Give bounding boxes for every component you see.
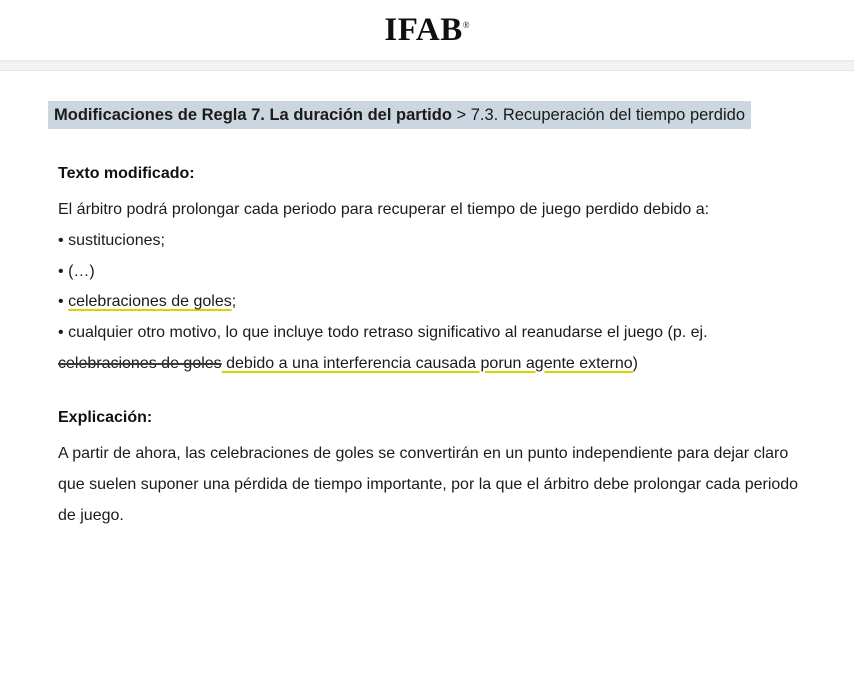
breadcrumb: [48, 101, 751, 129]
list-item: [58, 226, 806, 257]
header-divider: [0, 61, 854, 71]
modified-text-heading: Texto modificado:: [58, 165, 195, 183]
bullet-marker: •: [58, 293, 64, 311]
registered-trademark-icon: ®: [462, 19, 470, 30]
site-header: [0, 0, 854, 61]
list-item: [58, 318, 806, 379]
list-item: [58, 287, 806, 318]
bullet-text: ;: [231, 293, 237, 311]
document-content: [0, 71, 854, 532]
modified-text-bullets: [58, 226, 806, 380]
breadcrumb-separator: >: [451, 106, 471, 124]
modified-text-intro: El árbitro podrá prolongar cada periodo para recuperar el tiempo de juego perdido debido a:: [58, 201, 710, 219]
breadcrumb-rule-title: Modificaciones de Regla 7. La duración del partido: [54, 106, 452, 124]
list-item: [58, 257, 806, 288]
bullet-marker: •: [58, 262, 64, 280]
bullet-text: (…): [68, 262, 95, 280]
bullet-marker: •: [58, 231, 64, 249]
bullet-inserted-text: celebraciones de goles: [68, 293, 232, 311]
explanation-text: A partir de ahora, las celebraciones de goles se convertirán en un punto independiente para dejar claro que suelen suponer una pérdida de tiempo importante, por la que el árbitro debe prolongar cada periodo de juego.: [58, 445, 799, 524]
bullet-text-part2: ): [632, 354, 638, 372]
bullet-text-part1: cualquier otro motivo, lo que incluye todo retraso significativo al reanudarse el juego (p. ej.: [68, 324, 708, 342]
bullet-inserted-text: debido a una interferencia causada porun agente externo: [221, 354, 633, 372]
bullet-text: sustituciones;: [68, 231, 165, 249]
bullet-marker: •: [58, 324, 64, 342]
breadcrumb-subsection: 7.3. Recuperación del tiempo perdido: [470, 106, 745, 124]
breadcrumb-container: [48, 99, 800, 131]
explanation-heading: Explicación:: [58, 409, 153, 427]
bullet-deleted-text: celebraciones de goles: [58, 354, 222, 372]
ifab-logo-text: IFAB: [384, 11, 463, 48]
ifab-logo: [384, 11, 470, 48]
